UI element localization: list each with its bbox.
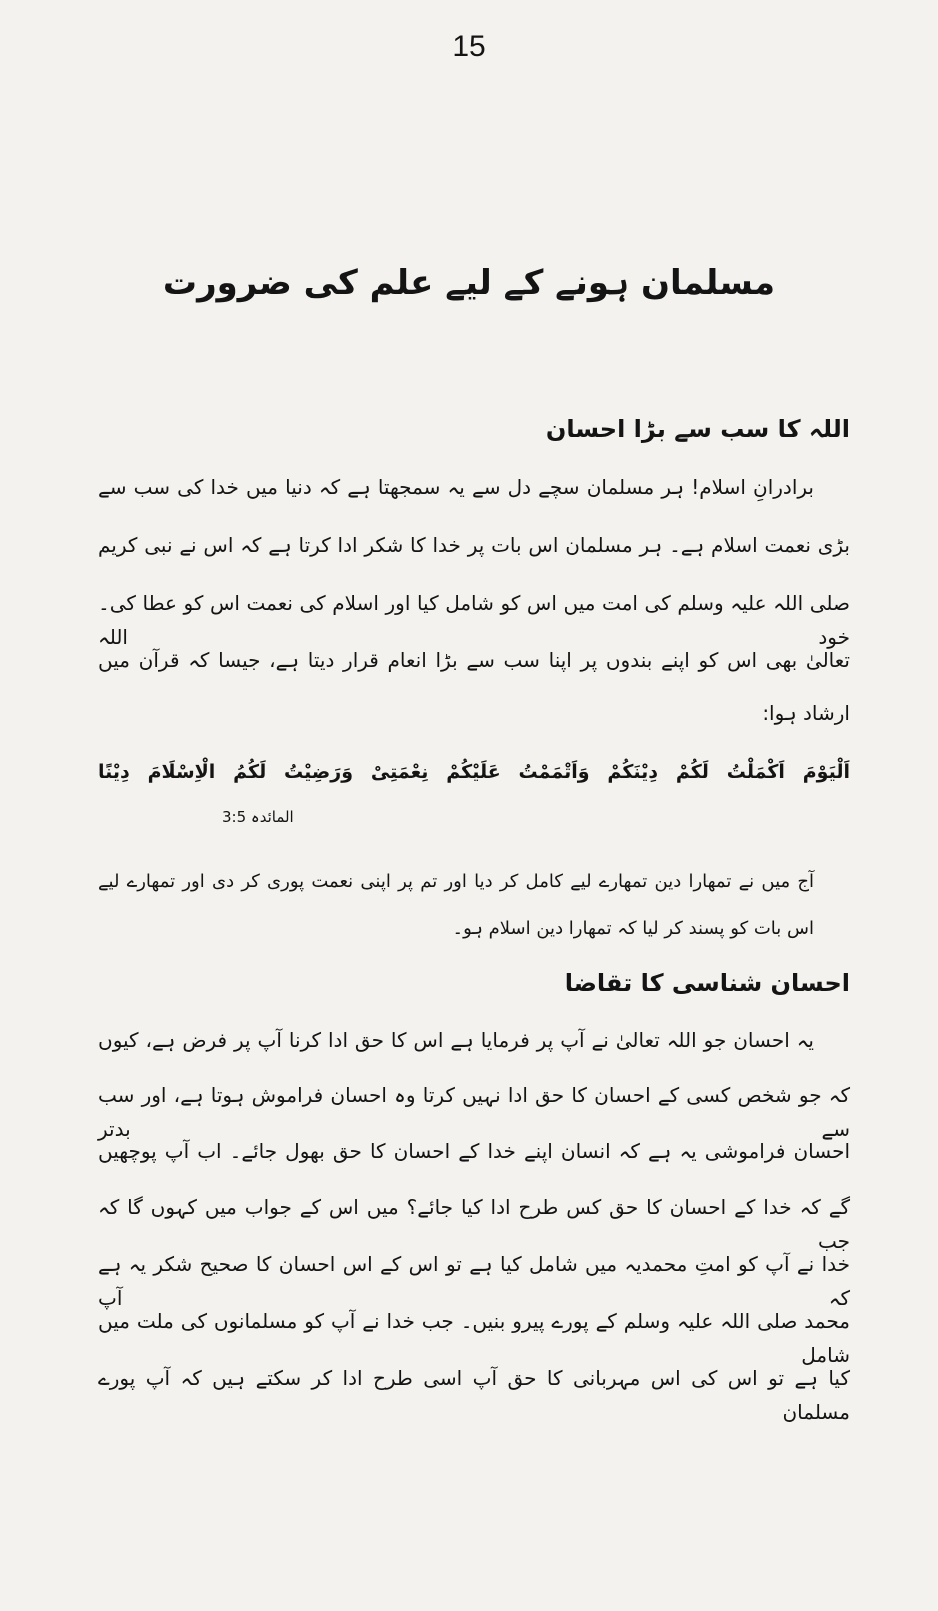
paragraph-line: کیا ہے تو اس کی اس مہربانی کا حق آپ اسی طرح ادا کر سکتے ہیں کہ آپ پورے مسلمان — [98, 1366, 850, 1424]
section-heading: احسان شناسی کا تقاضا — [564, 969, 850, 997]
paragraph-line: احسان فراموشی یہ ہے کہ انسان اپنے خدا کے احسان کا حق بھول جائے۔ اب آپ پوچھیں — [98, 1139, 850, 1163]
paragraph-line: ارشاد ہوا: — [762, 701, 850, 725]
page-number: 15 — [452, 30, 486, 63]
paragraph-line: خدا نے آپ کو امتِ محمدیہ میں شامل کیا ہے تو اس کے اس احسان کا صحیح شکر یہ ہے کہ آپ — [98, 1252, 850, 1310]
paragraph-line: یہ احسان جو اللہ تعالیٰ نے آپ پر فرمایا ہے اس کا حق ادا کرنا آپ پر فرض ہے، کیوں — [98, 1028, 814, 1052]
paragraph-line: کہ جو شخص کسی کے احسان کا حق ادا نہیں کرتا وہ احسان فراموش ہوتا ہے، اور سب سے بدتر — [98, 1083, 850, 1141]
quran-verse: اَلْیَوْمَ اَکْمَلْتُ لَکُمْ دِیْنَکُمْ وَاَتْمَمْتُ عَلَیْکُمْ نِعْمَتِیْ وَرَضِیْتُ لَکُمُ الْاِسْلَامَ دِیْنًا — [98, 761, 850, 783]
section-heading: اللہ کا سب سے بڑا احسان — [545, 415, 850, 443]
paragraph-line: صلی اللہ علیہ وسلم کی امت میں اس کو شامل کیا اور اسلام کی نعمت اس کو عطا کی۔ خود اللہ — [98, 591, 850, 649]
paragraph-line: محمد صلی اللہ علیہ وسلم کے پورے پیرو بنیں۔ جب خدا نے آپ کو مسلمانوں کی ملت میں شامل — [98, 1309, 850, 1367]
paragraph-line: تعالیٰ بھی اس کو اپنے بندوں پر اپنا سب سے بڑا انعام قرار دیتا ہے، جیسا کہ قرآن میں — [98, 648, 850, 672]
paragraph-line: گے کہ خدا کے احسان کا حق کس طرح ادا کیا جائے؟ میں اس کے جواب میں کہوں گا کہ جب — [98, 1195, 850, 1253]
translation-line: آج میں نے تمھارا دین تمھارے لیے کامل کر دیا اور تم پر اپنی نعمت پوری کر دی اور تمھارے لیے — [98, 871, 814, 892]
paragraph-line: برادرانِ اسلام! ہر مسلمان سچے دل سے یہ سمجھتا ہے کہ دنیا میں خدا کی سب سے — [98, 475, 814, 499]
verse-reference: المائدہ 3:5 — [222, 808, 294, 826]
page-title: مسلمان ہونے کے لیے علم کی ضرورت — [162, 263, 776, 303]
paragraph-line: بڑی نعمت اسلام ہے۔ ہر مسلمان اس بات پر خدا کا شکر ادا کرتا ہے کہ اس نے نبی کریم — [98, 533, 850, 557]
translation-line: اس بات کو پسند کر لیا کہ تمھارا دین اسلام ہو۔ — [452, 918, 814, 939]
